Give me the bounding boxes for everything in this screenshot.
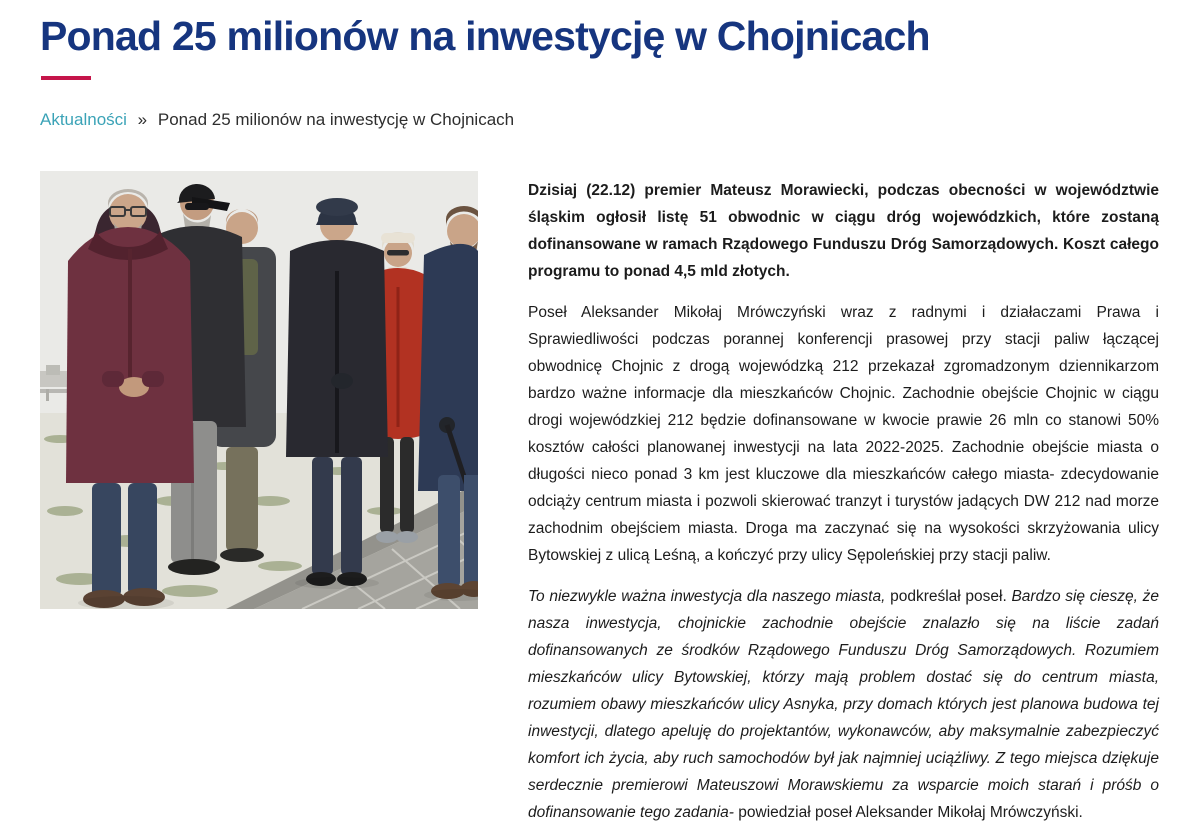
- article-photo: [40, 171, 478, 609]
- article-photo-illustration: [40, 171, 478, 609]
- quote-italic-segment-1: To niezwykle ważna inwestycja dla naszego miasta,: [528, 587, 886, 605]
- breadcrumb-separator: »: [137, 109, 148, 129]
- body-paragraph: Poseł Aleksander Mikołaj Mrówczyński wraz z radnymi i działaczami Prawa i Sprawiedliwości podczas porannej konferencji prasowej przy stacji paliw łączącej obwodnicę Chojnic z drogą wojewódzką 212 przekazał zgromadzonym dziennikarzom bardzo ważne informacje dla mieszkańców Chojnic. Zachodnie obejście Chojnic w ciągu drogi wojewódzkiej 212 będzie dofinansowane w kwocie prawie 26 mln co stanowi 50% kosztów całości planowanej inwestycji na lata 2022-2025. Zachodnie obejście miasta o długości nieco ponad 3 km jest kluczowe dla mieszkańców całego miasta- zdecydowanie odciąży centrum miasta i pozwoli skierować tranzyt i turystów jadących DW 212 nad morze zachodnim obejściem miasta. Droga ma zaczynać się na wysokości skrzyżowania ulicy Bytowskiej z ulicą Leśną, a kończyć przy ulicy Sępoleńskiej przy stacji paliw.: [528, 303, 1159, 564]
- breadcrumb: [40, 110, 1159, 130]
- article-text-column: [528, 171, 1159, 840]
- page-title: Ponad 25 milionów na inwestycję w Chojnicach: [40, 13, 930, 59]
- quote-paragraph: [528, 583, 1159, 826]
- breadcrumb-current-page: Ponad 25 milionów na inwestycję w Chojnicach: [157, 109, 515, 129]
- lead-paragraph: Dzisiaj (22.12) premier Mateusz Morawiecki, podczas obecności w województwie śląskim ogłosił listę 51 obwodnic w ciągu dróg wojewódzkich, które zostaną dofinansowane w ramach Rządowego Funduszu Dróg Samorządowych. Koszt całego programu to ponad 4,5 mld złotych.: [528, 181, 1159, 280]
- title-accent-bar: [41, 76, 91, 80]
- breadcrumb-link-aktualnosci[interactable]: Aktualności: [40, 109, 127, 129]
- quote-italic-segment-2: Bardzo się cieszę, że nasza inwestycja, chojnickie zachodnie obejście znalazło się na liście zadań dofinansowanych ze środków Rządowego Funduszu Dróg Samorządowych. Rozumiem mieszkańców ulicy Bytowskiej, którzy mają problem dostać się do centrum miasta, rozumiem obawy mieszkańców ulicy Asnyka, przy domach których jest planowa budowa tej inwestycji, dlatego apeluję do projektantów, wykonawców, aby maksymalnie zabezpieczyć komfort ich życia, aby ruch samochodów był jak najmniej uciążliwy. Z tego miejsca dziękuje serdecznie premierowi Mateuszowi Morawskiemu za wsparcie moich starań i próśb o dofinansowanie tego zadania-: [528, 587, 1159, 821]
- quote-upright-segment-2: powiedział poseł Aleksander Mikołaj Mrówczyński.: [733, 803, 1083, 821]
- quote-upright-segment-1: podkreślał poseł.: [885, 587, 1012, 605]
- article-content: [40, 171, 1159, 840]
